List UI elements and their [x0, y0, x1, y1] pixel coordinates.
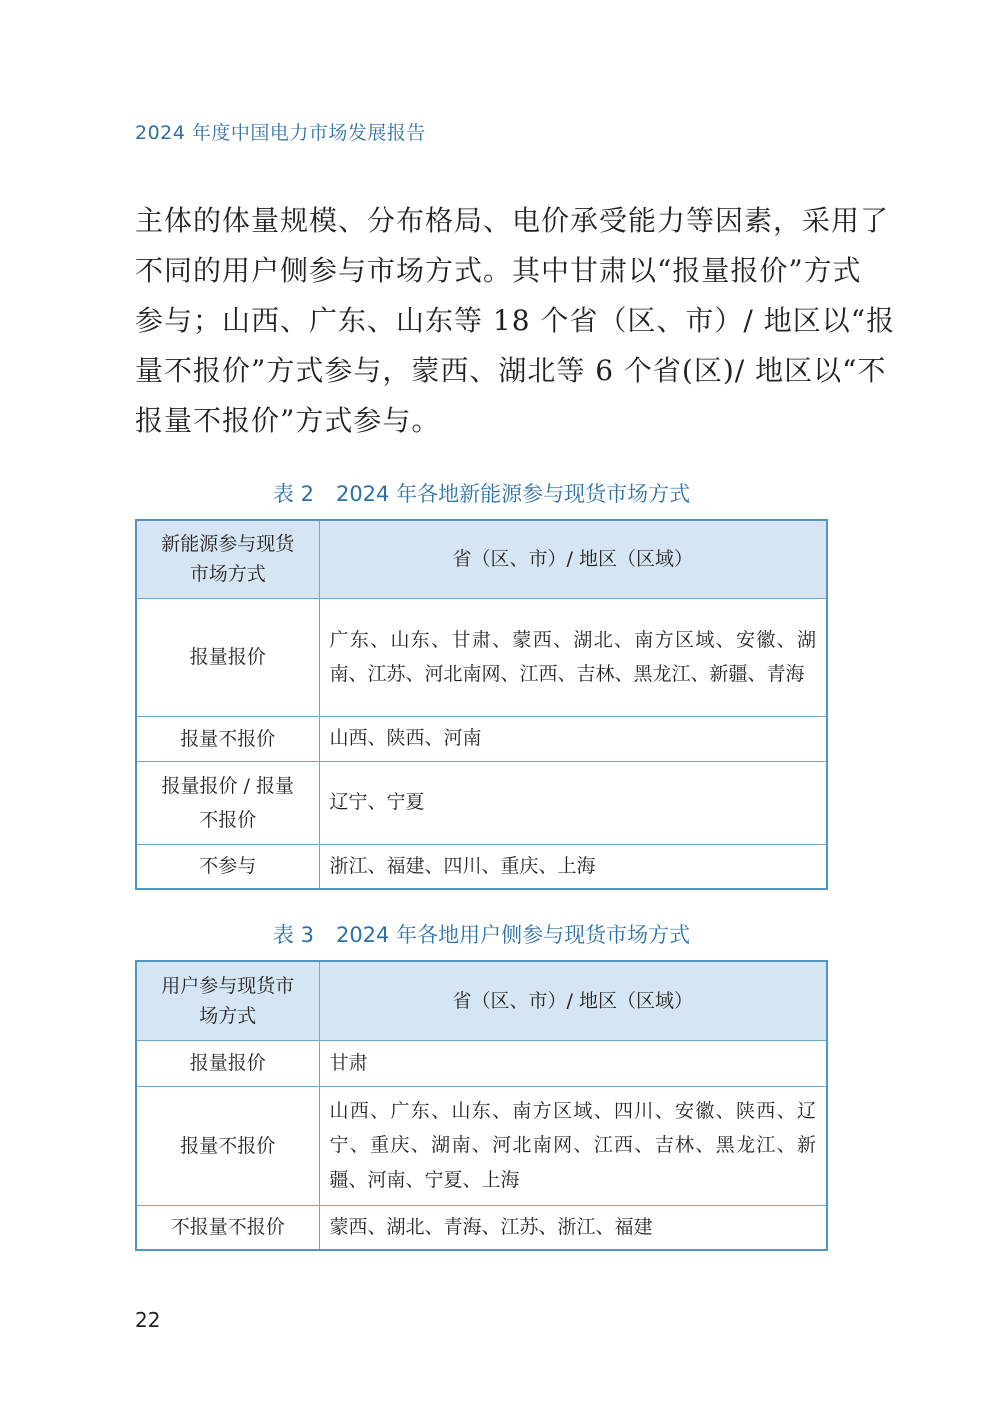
table2-row-regions: 浙江、福建、四川、重庆、上海 [319, 844, 827, 889]
table3-row-regions: 蒙西、湖北、青海、江苏、浙江、福建 [319, 1205, 827, 1250]
table-row [136, 1086, 827, 1205]
table-row [136, 598, 827, 716]
table2-row-regions: 山西、陕西、河南 [319, 716, 827, 761]
table2-header-row [136, 520, 827, 598]
table3-caption-number: 表 3 [272, 923, 314, 947]
table2-row-mode: 报量报价 / 报量不报价 [136, 761, 319, 844]
table-row [136, 844, 827, 889]
table3-row-regions: 甘肃 [319, 1040, 827, 1086]
page-number: 22 [135, 1308, 161, 1332]
table2-header-regions: 省（区、市）/ 地区（区域） [319, 520, 827, 598]
table2-row-mode: 不参与 [136, 844, 319, 889]
body-line: 主体的体量规模、分布格局、电价承受能力等因素，采用了 [135, 204, 890, 237]
body-line: 参与；山西、广东、山东等 18 个省（区、市）/ 地区以“报 [135, 304, 896, 337]
table2-row-regions: 辽宁、宁夏 [319, 761, 827, 844]
table-row [136, 1040, 827, 1086]
table3-caption [135, 919, 828, 949]
table3-row-mode: 不报量不报价 [136, 1205, 319, 1250]
table2-caption-number: 表 2 [272, 482, 314, 506]
table3-row-regions: 山西、广东、山东、南方区域、四川、安徽、陕西、辽宁、重庆、湖南、河北南网、江西、吉林、黑龙江、新疆、河南、宁夏、上海 [319, 1086, 827, 1205]
body-line: 报量不报价”方式参与。 [135, 404, 441, 437]
table2-header-mode: 新能源参与现货市场方式 [136, 520, 319, 598]
table-row [136, 716, 827, 761]
table2 [135, 519, 828, 890]
table3-caption-title: 2024 年各地用户侧参与现货市场方式 [335, 923, 691, 947]
table3-row-mode: 报量不报价 [136, 1086, 319, 1205]
table3-header-row [136, 961, 827, 1040]
table3-header-regions: 省（区、市）/ 地区（区域） [319, 961, 827, 1040]
table2-caption-title: 2024 年各地新能源参与现货市场方式 [335, 482, 691, 506]
table2-row-mode: 报量报价 [136, 598, 319, 716]
body-line: 量不报价”方式参与，蒙西、湖北等 6 个省(区)/ 地区以“不 [135, 354, 887, 387]
table2-row-mode: 报量不报价 [136, 716, 319, 761]
table3 [135, 960, 828, 1251]
table2-caption [135, 478, 828, 508]
table3-row-mode: 报量报价 [136, 1040, 319, 1086]
table3-header-mode: 用户参与现货市场方式 [136, 961, 319, 1040]
table2-row-regions: 广东、山东、甘肃、蒙西、湖北、南方区域、安徽、湖南、江苏、河北南网、江西、吉林、黑龙江、新疆、青海 [319, 598, 827, 716]
body-paragraph [135, 196, 896, 446]
body-line: 不同的用户侧参与市场方式。其中甘肃以“报量报价”方式 [135, 254, 862, 287]
table-row [136, 1205, 827, 1250]
table-row [136, 761, 827, 844]
running-header-title: 2024 年度中国电力市场发展报告 [135, 122, 426, 144]
